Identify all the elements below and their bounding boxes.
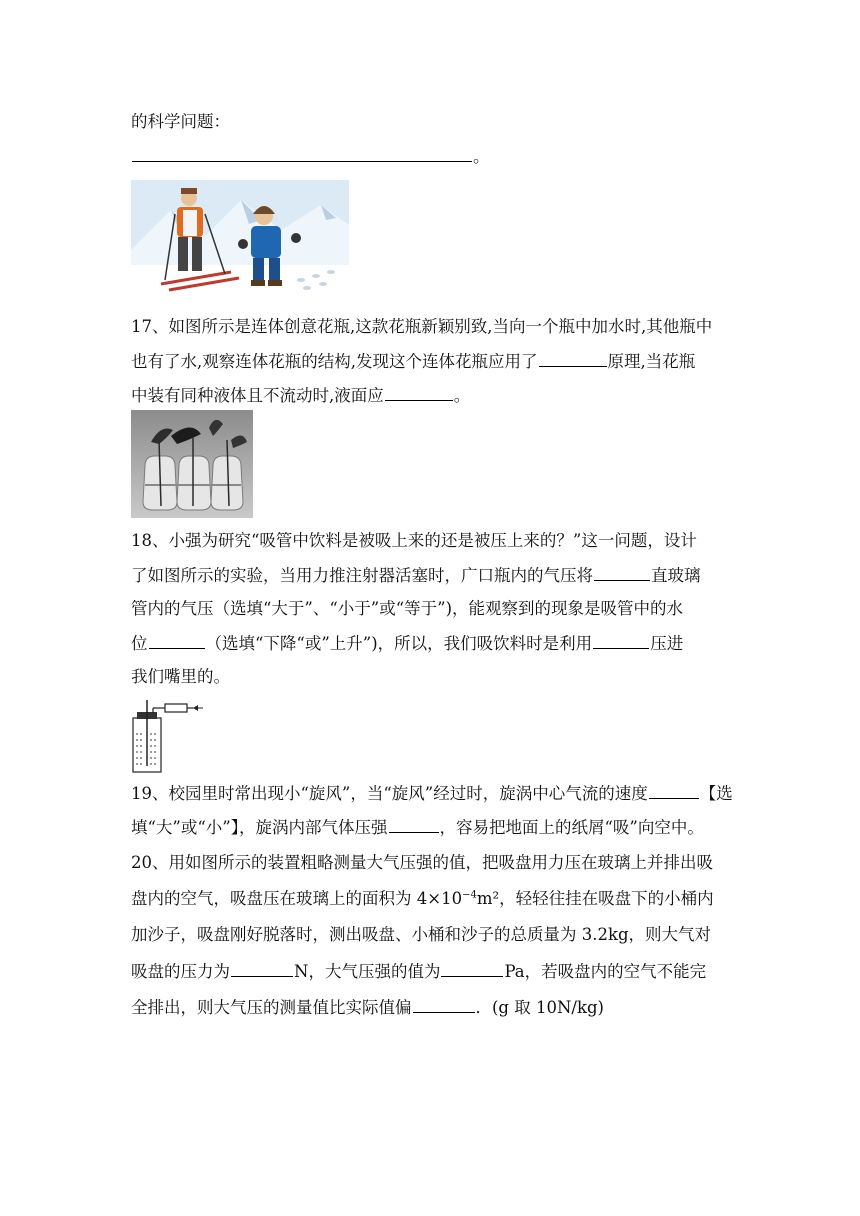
skiers-figure [131,180,349,302]
q17-text-3a: 中装有同种液体且不流动时,液面应 [131,386,384,405]
q19-text-2b: ，容易把地面上的纸屑“吸”向空中。 [439,818,704,837]
q19-text-1a: 19、校园里时常出现小“旋风”，当“旋风”经过时，旋涡中心气流的速度 [131,784,648,803]
q19-text-1b: 【选 [699,784,733,803]
q18-text-4c: 压进 [650,634,684,653]
bottle-syringe-figure [131,700,203,774]
q16-tail-line [131,111,230,133]
q20-line-2 [131,888,714,910]
q18-text-2a: 了如图所示的实验，当用力推注射器活塞时，广口瓶内的气压将 [131,566,593,585]
q17-text-3b: 。 [453,386,471,405]
q18-text-2b: 直玻璃 [651,566,701,585]
q17-text-2a: 也有了水,观察连体花瓶的结构,发现这个连体花瓶应用了 [131,352,538,371]
q18-blank-pressure[interactable] [593,632,649,649]
q20-text-1: 20、用如图所示的装置粗略测量大气压强的值，把吸盘用力压在玻璃上并排出吸 [131,853,713,872]
q17-line-3 [131,384,470,407]
q19-text-2a: 填“大”或“小”】，旋涡内部气体压强 [131,818,388,837]
q19-blank-pressure[interactable] [389,816,439,833]
q20-blank-force[interactable] [231,960,293,977]
q18-text-5: 我们嘴里的。 [131,667,230,686]
q16-answer-line [131,145,490,168]
q20-line-5 [131,996,604,1019]
q17-blank-level[interactable] [385,384,453,401]
q20-line-4 [131,960,706,983]
q20-text-4a: 吸盘的压力为 [131,962,230,981]
q17-line-2 [131,350,695,373]
q17-line-1 [131,316,712,338]
q19-line-1 [131,782,733,805]
q20-text-5b: ．(g 取 10N/kg) [475,998,604,1017]
q20-text-3: 加沙子，吸盘刚好脱落时，测出吸盘、小桶和沙子的总质量为 3.2kg，则大气对 [131,925,712,944]
q17-text-2b: 原理,当花瓶 [607,352,696,371]
q16-end-mark: 。 [473,147,490,166]
q20-line-3 [131,924,711,946]
q20-text-5a: 全排出，则大气压的测量值比实际值偏 [131,998,412,1017]
q20-text-2a: 盘内的空气，吸盘压在玻璃上的面积为 4×10 [131,889,463,908]
q18-text-4a: 位 [131,634,148,653]
q20-text-4b: N，大气压强的值为 [294,962,441,981]
q18-line-3 [131,598,683,620]
q20-text-2b: m²，轻轻往挂在吸盘下的小桶内 [476,889,714,908]
q18-text-4b: （选填“下降“或”上升”)，所以，我们吸饮料时是利用 [205,634,593,653]
q16-tail-text: 的科学问题： [131,112,230,131]
q20-exponent: −4 [462,889,477,901]
q19-blank-speed[interactable] [649,782,699,799]
q18-line-2 [131,564,701,587]
q17-text-1: 17、如图所示是连体创意花瓶,这款花瓶新颖别致,当向一个瓶中加水时,其他瓶中 [131,317,713,336]
q20-blank-pressure-value[interactable] [441,960,503,977]
q18-text-1: 18、小强为研究“吸管中饮料是被吸上来的还是被压上来的？”这一问题，设计 [131,531,697,550]
q18-blank-compare[interactable] [594,564,650,581]
q18-line-1 [131,530,697,552]
q18-blank-level[interactable] [149,632,205,649]
q18-line-4 [131,632,683,655]
q16-answer-blank[interactable] [132,145,472,162]
q20-line-1 [131,852,713,874]
q20-blank-bias[interactable] [413,996,475,1013]
connected-vases-figure [131,410,253,518]
q17-blank-principle[interactable] [539,350,607,367]
q20-text-4c: Pa，若吸盘内的空气不能完 [504,962,707,981]
q19-line-2 [131,816,704,839]
q18-text-3: 管内的气压（选填“大于”、“小于”或“等于”)，能观察到的现象是吸管中的水 [131,599,684,618]
q18-line-5 [131,666,230,688]
